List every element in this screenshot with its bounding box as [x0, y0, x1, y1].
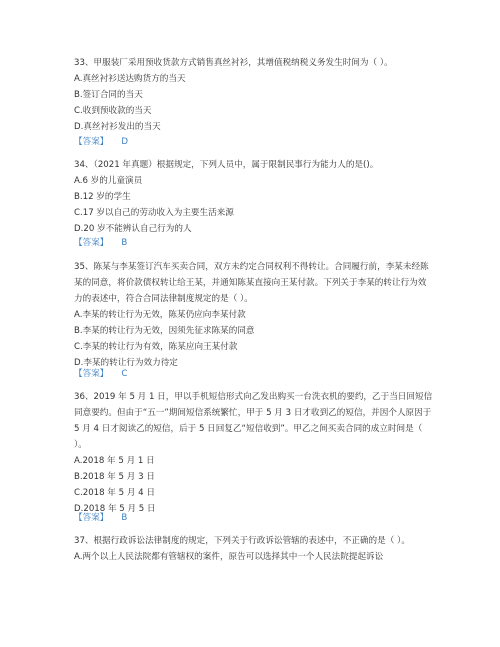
option-a: A.2018 年 5 月 1 日 — [74, 456, 155, 466]
option-b: B.李某的转让行为无效，因须先征求陈某的同意 — [74, 326, 255, 336]
option-d: D.20 岁不能辨认自己行为的人 — [74, 224, 192, 234]
option-c: C.李某的转让行为有效，陈某应向王某付款 — [74, 342, 238, 352]
option-c: C.2018 年 5 月 4 日 — [74, 488, 155, 498]
answer-value: B — [121, 238, 128, 248]
question-stem: 36、2019 年 5 月 1 日，甲以手机短信形式向乙发出购买一台洗衣机的要约，乙于当日回短信同意要约。但由于“五一”期间短信系统繁忙，甲于 5 月 3 日才收到乙的短信，并因个人原因于 5 月 4 日才阅读乙的短信，后于 5 日回复乙“短信收到”。甲乙之间买卖合同的成立时间是（ ）。 — [74, 392, 433, 450]
question-stem: 33、甲服装厂采用预收货款方式销售真丝衬衫，其增值税纳税义务发生时间为（ ）。 — [74, 58, 393, 68]
option-c: C.收到预收款的当天 — [74, 106, 152, 116]
option-a: A.真丝衬衫送达购货方的当天 — [74, 74, 186, 84]
option-d: D.2018 年 5 月 5 日 — [74, 504, 156, 514]
question-33 — [74, 55, 434, 135]
answer-value: C — [121, 369, 128, 379]
option-b: B.签订合同的当天 — [74, 90, 143, 100]
question-34 — [74, 157, 434, 237]
question-37 — [74, 533, 434, 565]
option-a: A.李某的转让行为无效，陈某仍应向李某付款 — [74, 310, 246, 320]
answer-35 — [74, 367, 127, 381]
option-d: D.真丝衬衫发出的当天 — [74, 122, 161, 132]
answer-label: 【答案】 — [74, 369, 109, 379]
answer-value: B — [121, 513, 128, 523]
option-b: B.12 岁的学生 — [74, 192, 131, 202]
question-36 — [74, 389, 434, 517]
answer-label: 【答案】 — [74, 137, 109, 147]
answer-34 — [74, 236, 127, 250]
option-d: D.李某的转让行为效力待定 — [74, 358, 178, 368]
option-a: A.6 岁的儿童演员 — [74, 176, 143, 186]
option-c: C.17 岁以自己的劳动收入为主要生活来源 — [74, 208, 234, 218]
answer-label: 【答案】 — [74, 513, 109, 523]
question-stem: 34、（2021 年真题）根据规定，下列人员中，属于限制民事行为能力人的是()。 — [74, 160, 379, 170]
option-b: B.2018 年 5 月 3 日 — [74, 472, 155, 482]
question-35 — [74, 259, 434, 371]
question-stem: 35、陈某与李某签订汽车买卖合同，双方未约定合同权利不得转让。合同履行前，李某未经陈某的同意，将价款债权转让给王某，并通知陈某直接向王某付款。下列关于李某的转让行为效力的表述中，符合合同法律制度规定的是（ ）。 — [74, 262, 429, 304]
question-stem: 37、根据行政诉讼法律制度的规定，下列关于行政诉讼管辖的表述中，不正确的是（ ）。 — [74, 536, 410, 546]
answer-label: 【答案】 — [74, 238, 109, 248]
option-a: A.两个以上人民法院都有管辖权的案件，原告可以选择其中一个人民法院提起诉讼 — [74, 552, 384, 562]
answer-33 — [74, 135, 128, 149]
answer-value: D — [121, 137, 129, 147]
answer-36 — [74, 511, 127, 525]
